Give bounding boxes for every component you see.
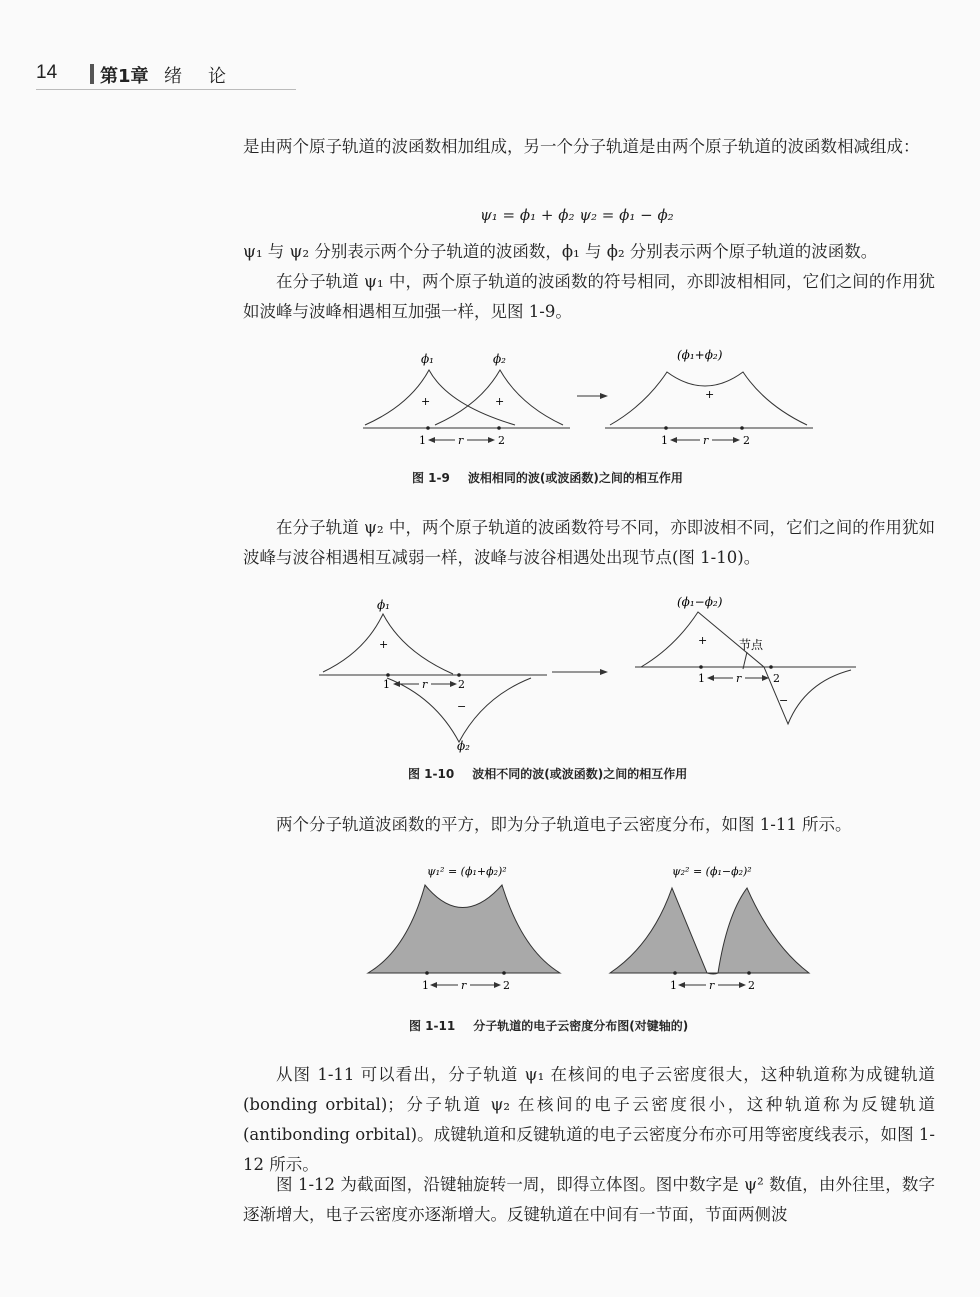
fig10-caption-num: 图 1-10: [408, 767, 455, 781]
fig10-minus-right: −: [779, 694, 789, 707]
header-divider: [90, 64, 94, 84]
fig9-caption-num: 图 1-9: [412, 471, 450, 485]
page-header: [36, 62, 980, 90]
fig10-node-label: 节点: [739, 638, 764, 652]
chapter-number: 第1章: [100, 66, 149, 87]
fig9-nucleus1-right: 1: [661, 434, 668, 447]
fig9-nucleus2-right: 2: [743, 434, 750, 447]
fig10-r: r: [422, 678, 428, 691]
fig9-nucleus1: 1: [419, 434, 426, 447]
fig9-caption: [412, 469, 683, 486]
fig9-phi2-label: ϕ₂: [493, 352, 506, 366]
fig11-nucleus1-right: 1: [670, 979, 677, 992]
fig11-left-label: ψ₁² = (ϕ₁+ϕ₂)²: [427, 865, 507, 878]
fig11-right-label: ψ₂² = (ϕ₁−ϕ₂)²: [672, 865, 752, 878]
fig11-caption: [409, 1017, 688, 1034]
fig10-nucleus1-right: 1: [698, 672, 705, 685]
header-rule: [36, 89, 296, 90]
fig11-bonding-density: [368, 885, 560, 973]
fig9-r-right: r: [703, 434, 709, 447]
paragraph-5: 两个分子轨道波函数的平方，即为分子轨道电子云密度分布，如图 1-11 所示。: [276, 815, 852, 834]
fig10-caption: [408, 765, 687, 782]
fig10-caption-text: 波相不同的波(或波函数)之间的相互作用: [472, 767, 688, 781]
fig10-phi2-label: ϕ₂: [457, 739, 470, 753]
page-number: 14: [36, 62, 58, 83]
fig9-nucleus2: 2: [498, 434, 505, 447]
fig11-caption-num: 图 1-11: [409, 1019, 456, 1033]
fig10-plus-right: +: [698, 634, 708, 647]
paragraph-7: 图 1-12 为截面图，沿键轴旋转一周，即得立体图。图中数字是 ψ² 数值，由外往里，数字逐渐增大，电子云密度亦逐渐增大。反键轨道在中间有一节面，节面两侧波: [243, 1175, 935, 1224]
fig9-plus-left: +: [421, 395, 431, 408]
fig10-nucleus1: 1: [383, 678, 390, 691]
fig9-caption-text: 波相相同的波(或波函数)之间的相互作用: [467, 471, 683, 485]
fig10-phi1-label: ϕ₁: [377, 598, 390, 612]
fig9-phi1-label: ϕ₁: [421, 352, 434, 366]
fig11-nucleus1: 1: [422, 979, 429, 992]
paragraph-4: 在分子轨道 ψ₂ 中，两个原子轨道的波函数符号不同，亦即波相不同，它们之间的作用犹如波峰与波谷相遇相互减弱一样，波峰与波谷相遇处出现节点(图 1-10)。: [243, 518, 935, 567]
fig10-plus: +: [379, 638, 389, 651]
fig10-nucleus2: 2: [458, 678, 465, 691]
figure-1-11: [362, 855, 817, 995]
chapter-title: 绪论: [164, 66, 252, 87]
fig9-sum-label: (ϕ₁+ϕ₂): [677, 348, 723, 362]
paragraph-1: 是由两个原子轨道的波函数相加组成，另一个分子轨道是由两个原子轨道的波函数相减组成：: [243, 137, 920, 156]
fig11-caption-text: 分子轨道的电子云密度分布图(对键轴的): [473, 1019, 689, 1033]
fig11-nucleus2: 2: [503, 979, 510, 992]
paragraph-3: 在分子轨道 ψ₁ 中，两个原子轨道的波函数的符号相同，亦即波相相同，它们之间的作用犹如波峰与波峰相遇相互加强一样，见图 1-9。: [243, 272, 935, 321]
fig9-plus-sum: +: [705, 388, 715, 401]
fig10-diff-label: (ϕ₁−ϕ₂): [677, 595, 723, 609]
paragraph-2: ψ₁ 与 ψ₂ 分别表示两个分子轨道的波函数，ϕ₁ 与 ϕ₂ 分别表示两个原子轨道的波函数。: [243, 242, 878, 261]
fig10-minus: −: [457, 700, 467, 713]
fig11-nucleus2-right: 2: [748, 979, 755, 992]
fig9-r: r: [458, 434, 464, 447]
paragraph-6: 从图 1-11 可以看出，分子轨道 ψ₁ 在核间的电子云密度很大，这种轨道称为成键轨道(bonding orbital)；分子轨道 ψ₂ 在核间的电子云密度很小，这种轨道称为反键轨道(antibonding orbital)。成键轨道和反键轨道的电子云密度分布亦可用等密度线表示，如图 1-12 所示。: [243, 1065, 935, 1174]
fig10-nucleus2-right: 2: [773, 672, 780, 685]
figure-1-10: [315, 592, 860, 754]
fig11-antibonding-density: [610, 888, 809, 974]
fig11-r: r: [461, 979, 467, 992]
fig9-plus-right: +: [495, 395, 505, 408]
fig11-r-right: r: [709, 979, 715, 992]
fig10-r-right: r: [736, 672, 742, 685]
equation-psi: ψ₁ = ϕ₁ + ϕ₂ ψ₂ = ϕ₁ − ϕ₂: [480, 206, 674, 224]
figure-1-9: [355, 345, 825, 455]
